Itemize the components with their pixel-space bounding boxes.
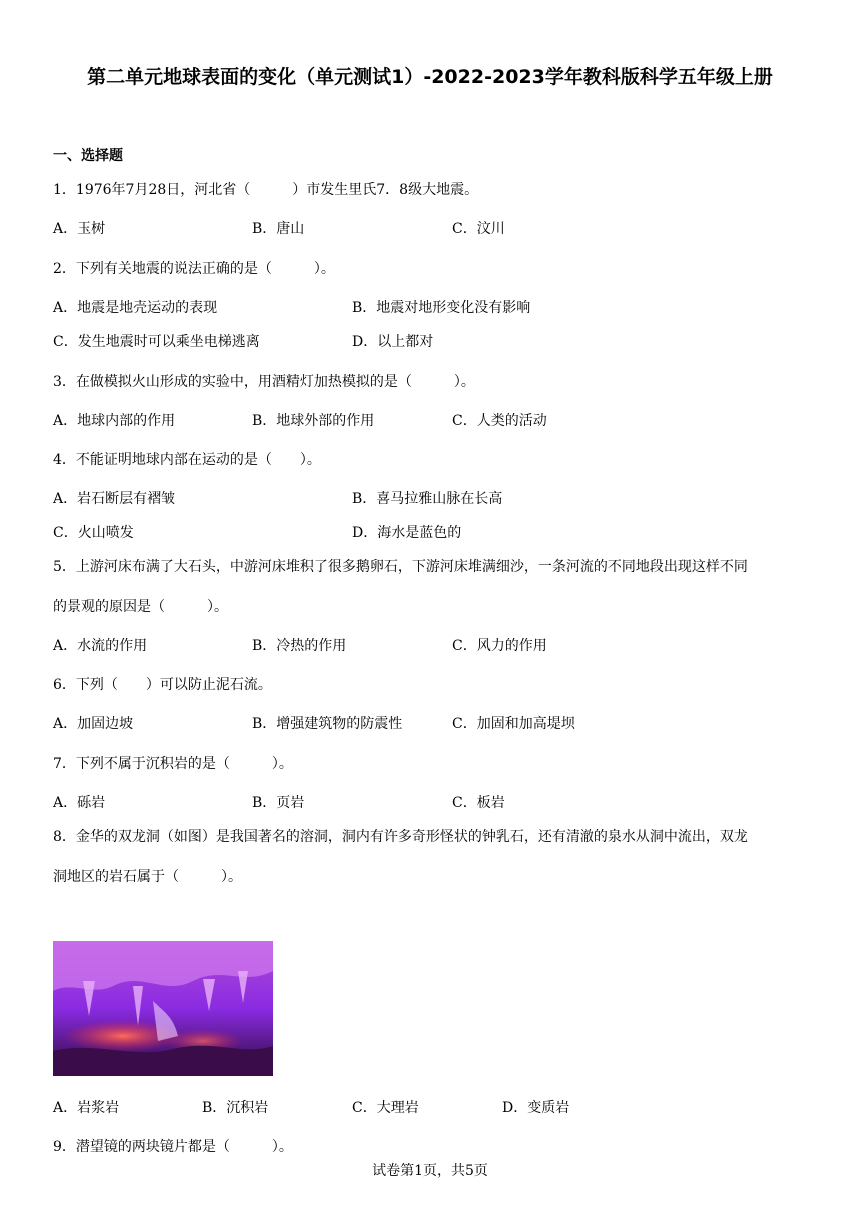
question-6-stem: 6．下列（ ）可以防止泥石流。 <box>53 677 272 693</box>
q8-option-b[interactable]: B．沉积岩 <box>202 1100 269 1116</box>
q1-option-c[interactable]: C．汶川 <box>452 221 505 237</box>
q3-option-a[interactable]: A．地球内部的作用 <box>53 413 176 429</box>
q4-option-c[interactable]: C．火山喷发 <box>53 525 134 541</box>
question-8-stem-line1: 8．金华的双龙洞（如图）是我国著名的溶洞，洞内有许多奇形怪状的钟乳石，还有清澈的泉水从洞中流出，双龙 <box>53 829 748 845</box>
q2-option-a[interactable]: A．地震是地壳运动的表现 <box>53 300 218 316</box>
q1-option-a[interactable]: A．玉树 <box>53 221 106 237</box>
q7-option-b[interactable]: B．页岩 <box>252 795 305 811</box>
q4-option-b[interactable]: B．喜马拉雅山脉在长高 <box>352 491 503 507</box>
page-title: 第二单元地球表面的变化（单元测试1）-2022-2023学年教科版科学五年级上册 <box>87 66 773 88</box>
question-5-stem-line1: 5．上游河床布满了大石头，中游河床堆积了很多鹅卵石，下游河床堆满细沙，一条河流的不同地段出现这样不同 <box>53 559 748 575</box>
q2-option-c[interactable]: C．发生地震时可以乘坐电梯逃离 <box>53 334 260 350</box>
q8-option-d[interactable]: D．变质岩 <box>502 1100 570 1116</box>
page-footer: 试卷第1页，共5页 <box>372 1163 488 1179</box>
q4-option-a[interactable]: A．岩石断层有褶皱 <box>53 491 176 507</box>
q3-option-c[interactable]: C．人类的活动 <box>452 413 547 429</box>
question-2-stem: 2．下列有关地震的说法正确的是（ ）。 <box>53 261 335 277</box>
q6-option-a[interactable]: A．加固边坡 <box>53 716 134 732</box>
question-9-stem: 9．潜望镜的两块镜片都是（ ）。 <box>53 1139 293 1155</box>
q3-option-b[interactable]: B．地球外部的作用 <box>252 413 375 429</box>
q5-option-a[interactable]: A．水流的作用 <box>53 638 148 654</box>
q6-option-b[interactable]: B．增强建筑物的防震性 <box>252 716 403 732</box>
question-1-stem: 1．1976年7月28日，河北省（ ）市发生里氏7．8级大地震。 <box>53 182 479 198</box>
question-3-stem: 3．在做模拟火山形成的实验中，用酒精灯加热模拟的是（ ）。 <box>53 374 475 390</box>
cave-photo <box>53 941 273 1076</box>
q1-option-b[interactable]: B．唐山 <box>252 221 305 237</box>
question-8-stem-line2: 洞地区的岩石属于（ ）。 <box>53 869 242 885</box>
question-7-stem: 7．下列不属于沉积岩的是（ ）。 <box>53 756 293 772</box>
q7-option-a[interactable]: A．砾岩 <box>53 795 106 811</box>
q5-option-c[interactable]: C．风力的作用 <box>452 638 547 654</box>
section-heading: 一、选择题 <box>53 148 123 164</box>
question-5-stem-line2: 的景观的原因是（ ）。 <box>53 599 228 615</box>
q4-option-d[interactable]: D．海水是蓝色的 <box>352 525 462 541</box>
q6-option-c[interactable]: C．加固和加高堤坝 <box>452 716 575 732</box>
q5-option-b[interactable]: B．冷热的作用 <box>252 638 347 654</box>
q7-option-c[interactable]: C．板岩 <box>452 795 505 811</box>
q8-option-a[interactable]: A．岩浆岩 <box>53 1100 120 1116</box>
question-4-stem: 4．不能证明地球内部在运动的是（ ）。 <box>53 452 321 468</box>
q2-option-b[interactable]: B．地震对地形变化没有影响 <box>352 300 531 316</box>
q2-option-d[interactable]: D．以上都对 <box>352 334 434 350</box>
q8-option-c[interactable]: C．大理岩 <box>352 1100 419 1116</box>
